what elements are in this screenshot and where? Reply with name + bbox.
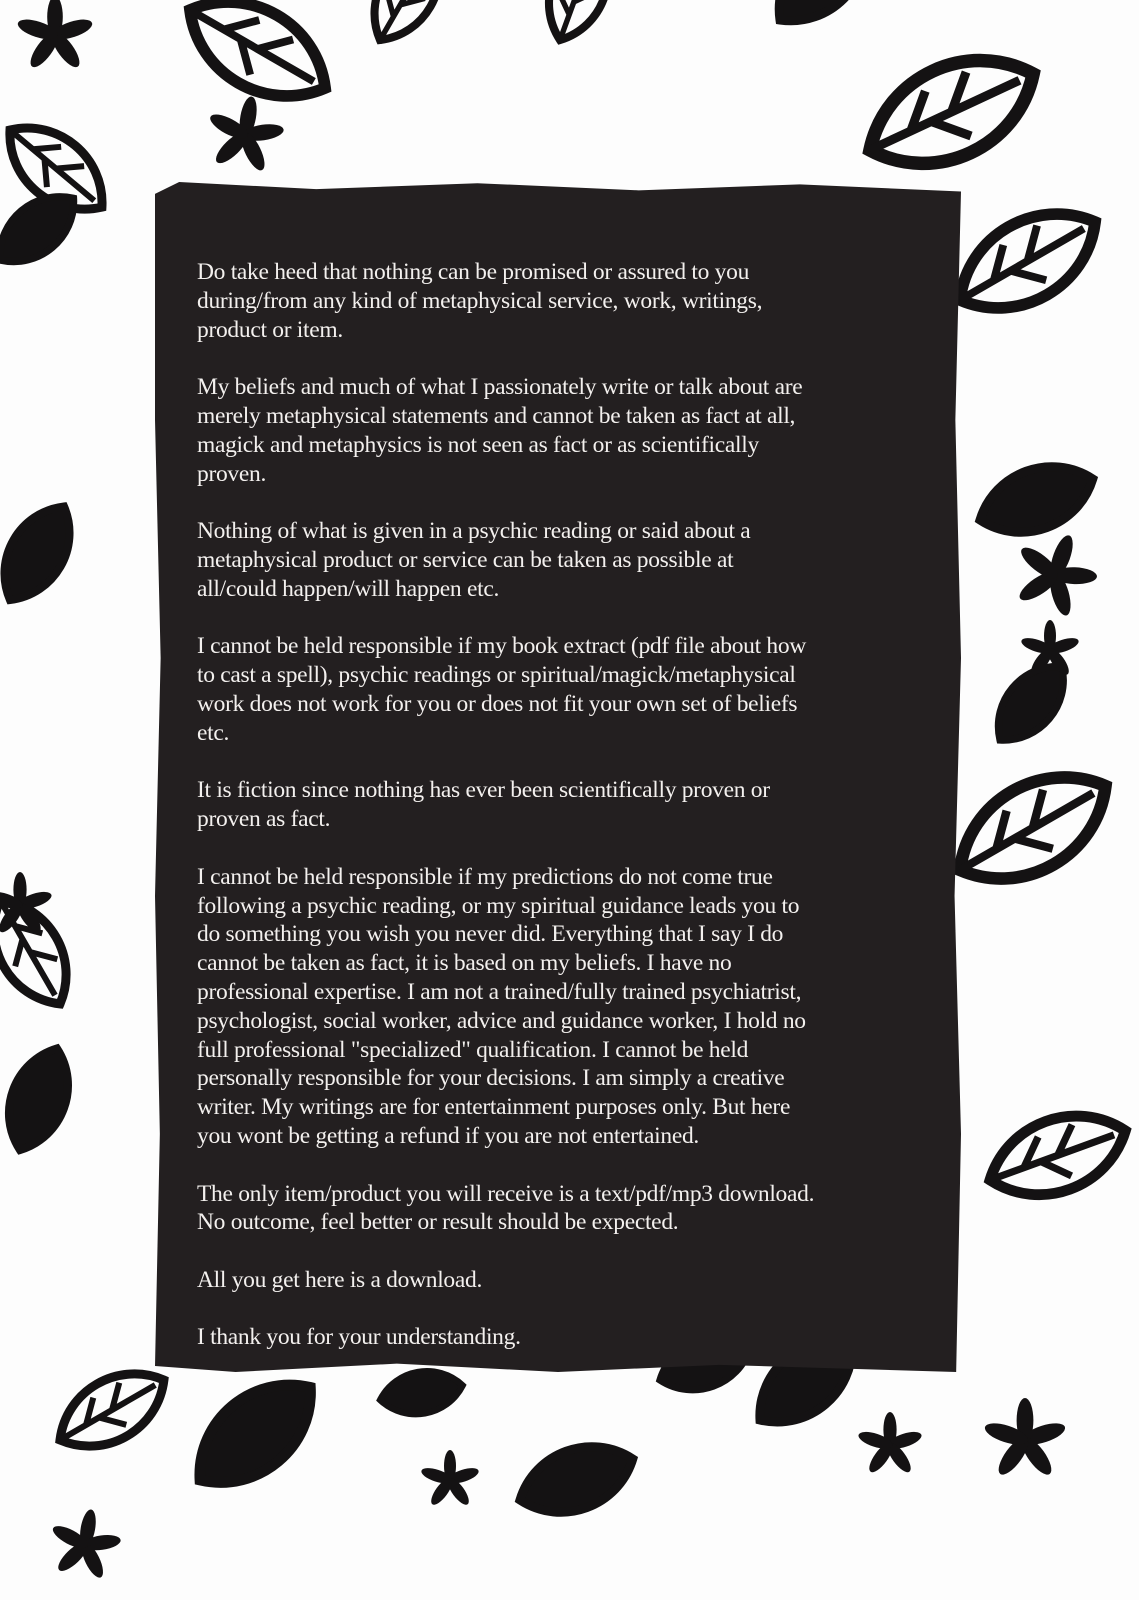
leaf-icon bbox=[978, 1097, 1138, 1214]
paragraph bbox=[197, 632, 937, 747]
text-line: during/from any kind of metaphysical service, work, writings, bbox=[197, 287, 763, 314]
paragraph bbox=[197, 1266, 937, 1295]
text-line: proven as fact. bbox=[197, 806, 331, 833]
leaf-icon bbox=[0, 1039, 82, 1159]
text-line: writer. My writings are for entertainment purposes only. But here bbox=[197, 1094, 791, 1121]
leaf-icon bbox=[851, 33, 1052, 191]
text-line: I thank you for your understanding. bbox=[197, 1324, 521, 1351]
star-flower-icon bbox=[420, 1450, 481, 1508]
text-line: full professional "specialized" qualification. I cannot be held bbox=[197, 1036, 749, 1063]
paragraph bbox=[197, 1180, 937, 1238]
text-line: I cannot be held responsible if my predictions do not come true bbox=[197, 863, 773, 890]
disclaimer-text bbox=[197, 258, 937, 1381]
paragraph bbox=[197, 1323, 937, 1352]
leaf-icon bbox=[939, 750, 1126, 907]
leaf-icon bbox=[177, 1360, 334, 1508]
text-line: It is fiction since nothing has ever been scientifically proven or bbox=[197, 777, 770, 804]
text-line: personally responsible for your decisions. I am simply a creative bbox=[197, 1065, 785, 1092]
text-line: following a psychic reading, or my spiritual guidance leads you to bbox=[197, 892, 800, 919]
paragraph bbox=[197, 517, 937, 603]
leaf-icon bbox=[941, 188, 1115, 334]
text-line: magick and metaphysics is not seen as fact or as scientifically bbox=[197, 431, 759, 458]
text-line: My beliefs and much of what I passionately write or talk about are bbox=[197, 374, 803, 401]
text-line: all/could happen/will happen etc. bbox=[197, 575, 500, 602]
text-line: to cast a spell), psychic readings or spiritual/magick/metaphysical bbox=[197, 662, 796, 689]
leaf-icon bbox=[759, 0, 886, 41]
leaf-icon bbox=[510, 1431, 643, 1528]
paragraph bbox=[197, 258, 937, 344]
text-line: work does not work for you or does not fit your own set of beliefs bbox=[197, 690, 798, 717]
leaf-icon bbox=[171, 0, 345, 122]
paragraph bbox=[197, 373, 937, 488]
star-flower-icon bbox=[857, 1412, 924, 1476]
text-line: metaphysical product or service can be taken as possible at bbox=[197, 546, 734, 573]
text-line: professional expertise. I am not a trained/fully trained psychiatrist, bbox=[197, 978, 802, 1005]
text-line: etc. bbox=[197, 719, 230, 746]
star-flower-icon bbox=[15, 0, 94, 71]
leaf-icon bbox=[357, 0, 458, 54]
text-line: do something you wish you never did. Everything that I say I do bbox=[197, 921, 784, 948]
text-line: No outcome, feel better or result should be expected. bbox=[197, 1209, 679, 1236]
leaf-icon bbox=[535, 0, 623, 49]
star-flower-icon bbox=[200, 90, 291, 178]
text-line: product or item. bbox=[197, 316, 343, 343]
paragraph bbox=[197, 863, 937, 1151]
star-flower-icon bbox=[1002, 521, 1110, 626]
leaf-icon bbox=[0, 493, 87, 614]
text-line: I cannot be held responsible if my book extract (pdf file about how bbox=[197, 633, 806, 660]
leaf-icon bbox=[970, 451, 1103, 548]
text-line: merely metaphysical statements and cannot be taken as fact at all, bbox=[197, 402, 796, 429]
leaf-icon bbox=[45, 1354, 179, 1466]
star-flower-icon bbox=[43, 1503, 127, 1584]
text-line: proven. bbox=[197, 460, 267, 487]
text-line: you wont be getting a refund if you are not entertained. bbox=[197, 1122, 699, 1149]
text-line: cannot be taken as fact, it is based on my beliefs. I have no bbox=[197, 950, 732, 977]
text-line: Do take heed that nothing can be promised or assured to you bbox=[197, 259, 750, 285]
text-line: psychologist, social worker, advice and guidance worker, I hold no bbox=[197, 1007, 806, 1034]
text-line: The only item/product you will receive is a text/pdf/mp3 download. bbox=[197, 1180, 815, 1207]
paragraph bbox=[197, 776, 937, 834]
text-line: All you get here is a download. bbox=[197, 1266, 483, 1293]
text-line: Nothing of what is given in a psychic reading or said about a bbox=[197, 518, 751, 545]
star-flower-icon bbox=[982, 1398, 1067, 1479]
